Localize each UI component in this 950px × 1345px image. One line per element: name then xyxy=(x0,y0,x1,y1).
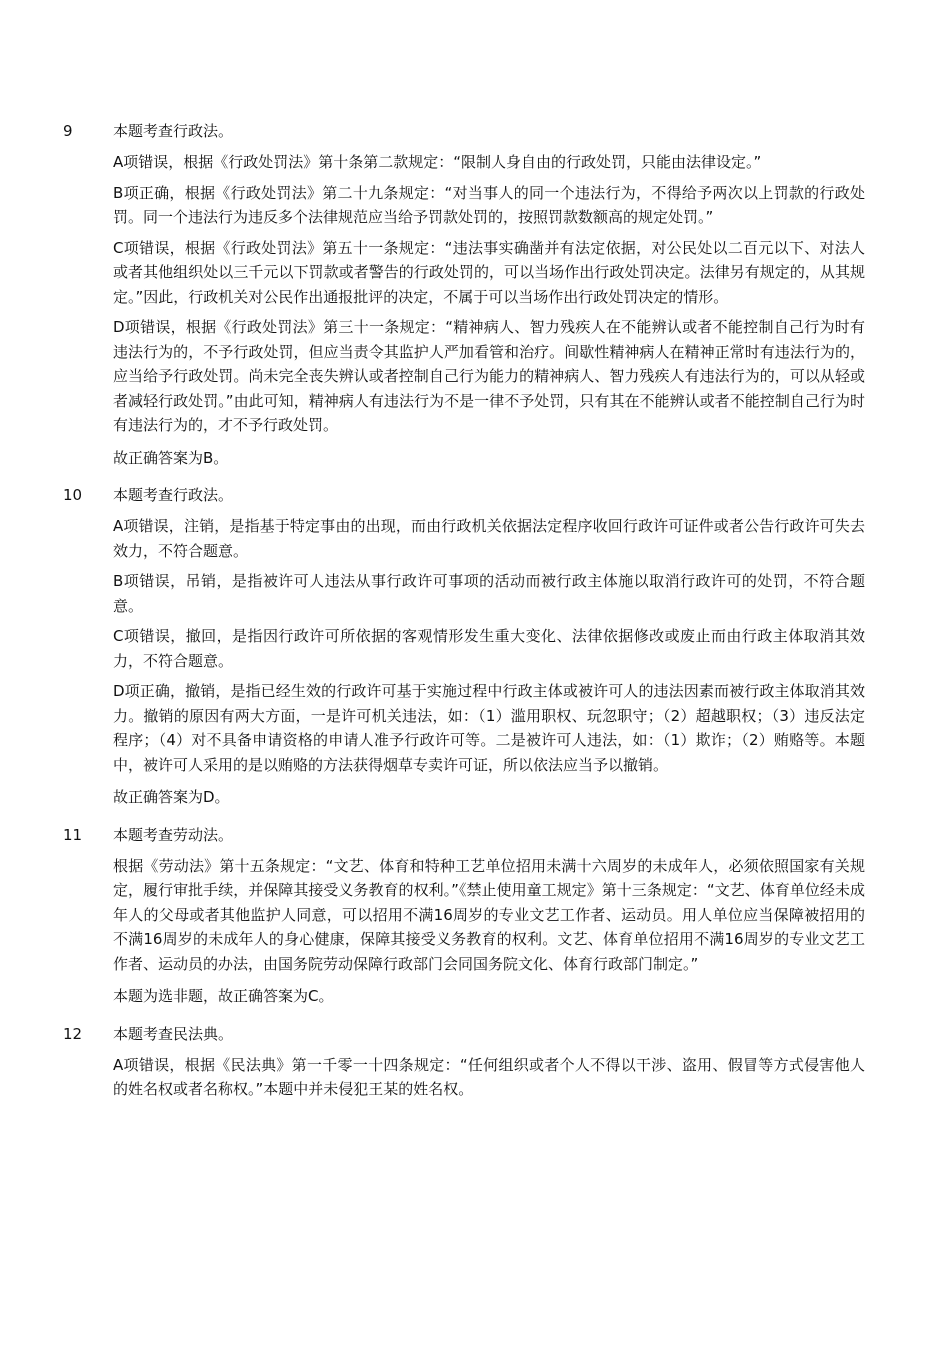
legal-basis-analysis: 根据《劳动法》第十五条规定：“文艺、体育和特种工艺单位招用未满十六周岁的未成年人，必须依照国家有关规定，履行审批手续，并保障其接受义务教育的权利。”《禁止使用童工规定》第十三条规定：“文艺、体育单位经未成年人的父母或者其他监护人同意，可以招用不满16周岁的专业文艺工作者、运动员。用人单位应当保障被招用的不满16周岁的未成年人的身心健康，保障其接受义务教育的权利。文艺、体育单位招用不满16周岁的专业文艺工作者、运动员的办法，由国务院劳动保障行政部门会同国务院文化、体育行政部门制定。” xyxy=(113,856,865,973)
question-number: 11 xyxy=(63,825,83,844)
question-10 xyxy=(0,482,950,810)
question-title: 本题考查劳动法。 xyxy=(113,825,234,844)
option-b-analysis: B项正确，根据《行政处罚法》第二十九条规定：“对当事人的同一个违法行为，不得给予两次以上罚款的行政处罚。同一个违法行为违反多个法律规范应当给予罚款处罚的，按照罚款数额高的规定处罚。” xyxy=(113,183,865,226)
option-d-analysis: D项正确，撤销，是指已经生效的行政许可基于实施过程中行政主体或被许可人的违法因素而被行政主体取消其效力。撤销的原因有两大方面，一是许可机关违法，如：（1）滥用职权、玩忽职守；（2）超越职权；（3）违反法定程序；（4）对不具备申请资格的申请人准予行政许可等。二是被许可人违法，如：（1）欺诈；（2）贿赂等。本题中，被许可人采用的是以贿赂的方法获得烟草专卖许可证，所以依法应当予以撤销。 xyxy=(113,682,865,774)
option-b-analysis: B项错误，吊销，是指被许可人违法从事行政许可事项的活动而被行政主体施以取消行政许可的处罚，不符合题意。 xyxy=(113,572,865,615)
option-a-analysis: A项错误，注销，是指基于特定事由的出现，而由行政机关依据法定程序收回行政许可证件或者公告行政许可失去效力，不符合题意。 xyxy=(113,517,865,560)
answer-conclusion: 故正确答案为D。 xyxy=(113,788,230,806)
option-c-analysis: C项错误，撤回，是指因行政许可所依据的客观情形发生重大变化、法律依据修改或废止而由行政主体取消其效力，不符合题意。 xyxy=(113,627,865,670)
option-a-analysis: A项错误，根据《民法典》第一千零一十四条规定：“任何组织或者个人不得以干涉、盗用、假冒等方式侵害他人的姓名权或者名称权。”本题中并未侵犯王某的姓名权。 xyxy=(113,1055,865,1098)
question-title: 本题考查行政法。 xyxy=(113,486,234,504)
answer-conclusion: 本题为选非题，故正确答案为C。 xyxy=(113,987,334,1005)
answer-conclusion: 故正确答案为B。 xyxy=(113,448,229,467)
question-9 xyxy=(0,118,950,470)
question-title: 本题考查民法典。 xyxy=(113,1024,234,1043)
question-12 xyxy=(0,1021,950,1102)
question-title: 本题考查行政法。 xyxy=(113,122,234,140)
question-number: 9 xyxy=(63,122,73,140)
document-page xyxy=(0,118,950,1114)
option-c-analysis: C项错误，根据《行政处罚法》第五十一条规定：“违法事实确凿并有法定依据，对公民处以二百元以下、对法人或者其他组织处以三千元以下罚款或者警告的行政处罚的，可以当场作出行政处罚决定。法律另有规定的，从其规定。”因此，行政机关对公民作出通报批评的决定，不属于可以当场作出行政处罚决定的情形。 xyxy=(113,238,865,306)
question-11 xyxy=(0,822,950,1009)
question-number: 10 xyxy=(63,486,83,504)
question-number: 12 xyxy=(63,1024,83,1043)
option-d-analysis: D项错误，根据《行政处罚法》第三十一条规定：“精神病人、智力残疾人在不能辨认或者不能控制自己行为时有违法行为的，不予行政处罚，但应当责令其监护人严加看管和治疗。间歇性精神病人在精神正常时有违法行为的，应当给予行政处罚。尚未完全丧失辨认或者控制自己行为能力的精神病人、智力残疾人有违法行为的，可以从轻或者减轻行政处罚。”由此可知，精神病人有违法行为不是一律不予处罚，只有其在不能辨认或者不能控制自己行为时有违法行为的，才不予行政处罚。 xyxy=(113,318,865,434)
option-a-analysis: A项错误，根据《行政处罚法》第十条第二款规定：“限制人身自由的行政处罚，只能由法律设定。” xyxy=(113,153,762,171)
